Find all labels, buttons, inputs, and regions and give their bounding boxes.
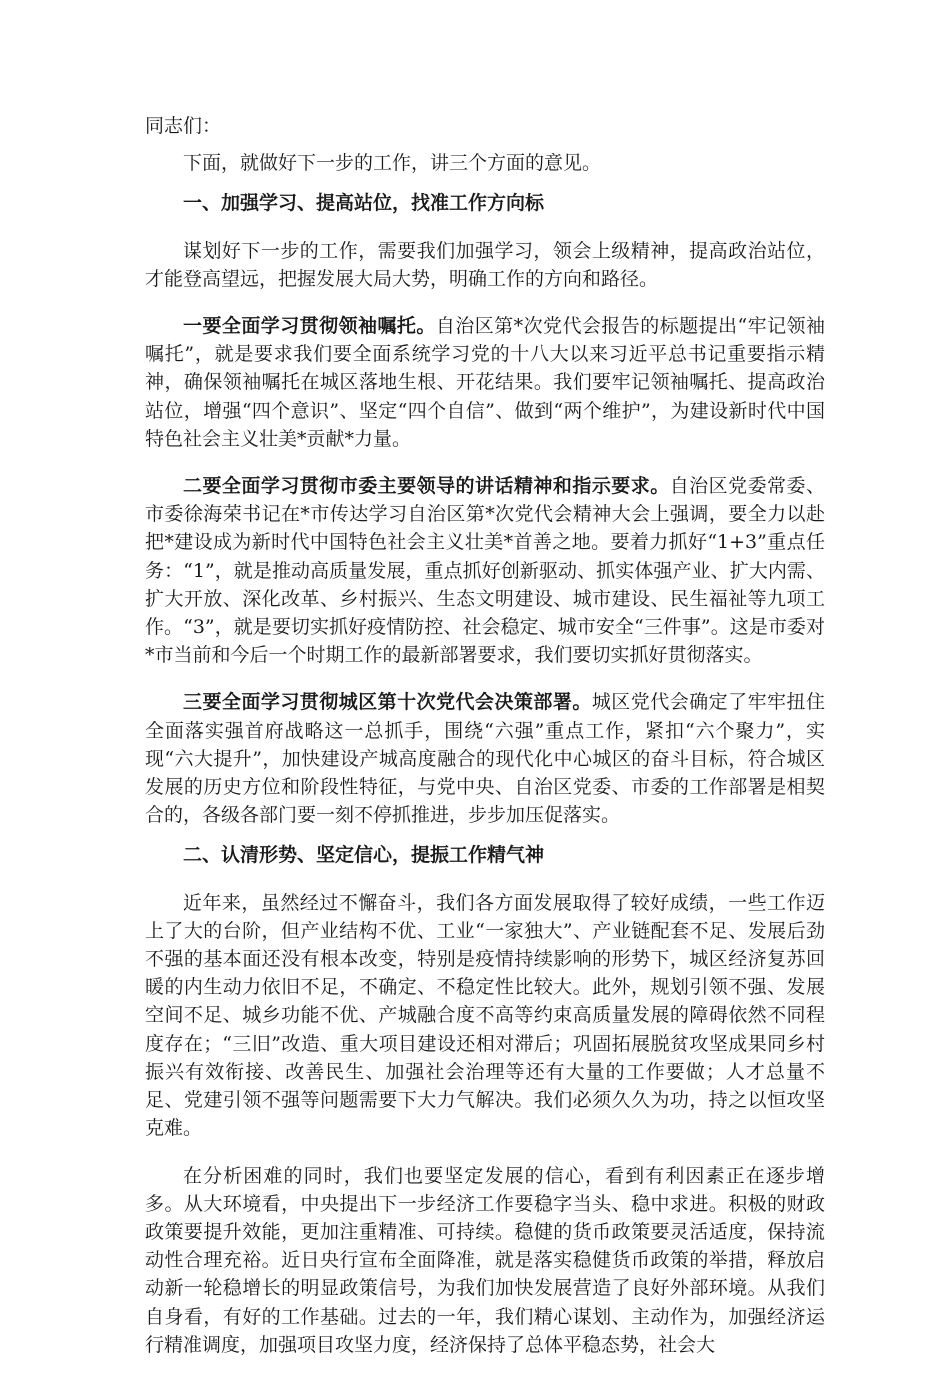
section-1-item-2 [145, 472, 825, 669]
section-2-heading: 二、认清形势、坚定信心，提振工作精气神 [183, 844, 545, 867]
intro-paragraph: 下面，就做好下一步的工作，讲三个方面的意见。 [183, 152, 602, 175]
item-2-lead: 二要全面学习贯彻市委主要领导的讲话精神和指示要求。 [183, 475, 670, 498]
section-2-paragraph-1: 近年来，虽然经过不懈奋斗，我们各方面发展取得了较好成绩，一些工作迈上了大的台阶，但产业结构不优、工业“一家独大”、产业链配套不足、发展后劲不强的基本面还没有根本改变，特别是疫情持续影响的形势下，城区经济复苏回暖的内生动力依旧不足，不确定、不稳定性比较大。此外，规划引领不强、发展空间不足、城乡功能不优、产城融合度不高等约束高质量发展的障碍依然不同程度存在；“三旧”改造、重大项目建设还相对滞后；巩固拓展脱贫攻坚成果同乡村振兴有效衔接、改善民生、加强社会治理等还有大量的工作要做；人才总量不足、党建引领不强等问题需要下大力气解决。我们必须久久为功，持之以恒攻坚克难。 [145, 891, 825, 1140]
section-1-heading: 一、加强学习、提高站位，找准工作方向标 [183, 192, 545, 215]
section-1-item-1 [145, 312, 825, 453]
item-2-text: 自治区党委常委、市委徐海荣书记在*市传达学习自治区第*次党代会精神大会上强调，要全力以赴把*建设成为新时代中国特色社会主义壮美*首善之地。要着力抓好“1+3”重点任务：“1”，就是推动高质量发展，重点抓好创新驱动、抓实体强产业、扩大内需、扩大开放、深化改革、乡村振兴、生态文明建设、城市建设、民生福祉等九项工作。“3”，就是要切实抓好疫情防控、社会稳定、城市安全“三件事”。这是市委对*市当前和今后一个时期工作的最新部署要求，我们要切实抓好贯彻落实。 [145, 475, 825, 667]
section-1-item-3 [145, 688, 825, 829]
greeting: 同志们： [145, 115, 222, 137]
item-1-text: 自治区第*次党代会报告的标题提出“牢记领袖嘱托”，就是要求我们要全面系统学习党的十八大以来习近平总书记重要指示精神，确保领袖嘱托在城区落地生根、开花结果。我们要牢记领袖嘱托、提高政治站位，增强“四个意识”、坚定“四个自信”、做到“两个维护”，为建设新时代中国特色社会主义壮美*贡献*力量。 [145, 315, 825, 450]
section-1-intro: 谋划好下一步的工作，需要我们加强学习，领会上级精神，提高政治站位，才能登高望远，把握发展大局大势，明确工作的方向和路径。 [145, 239, 825, 290]
item-3-lead: 三要全面学习贯彻城区第十次党代会决策部署。 [183, 691, 592, 714]
item-3-text: 城区党代会确定了牢牢扭住全面落实强首府战略这一总抓手，围绕“六强”重点工作，紧扣“六个聚力”，实现“六大提升”，加快建设产城高度融合的现代化中心城区的奋斗目标，符合城区发展的历史方位和阶段性特征，与党中央、自治区党委、市委的工作部署是相契合的，各级各部门要一刻不停抓推进，步步加压促落实。 [145, 691, 825, 827]
document-body [145, 112, 825, 1378]
item-1-lead: 一要全面学习贯彻领袖嘱托。 [183, 315, 436, 338]
section-2-paragraph-2: 在分析困难的同时，我们也要坚定发展的信心，看到有利因素正在逐步增多。从大环境看，中央提出下一步经济工作要稳字当头、稳中求进。积极的财政政策要提升效能，更加注重精准、可持续。稳健的货币政策要灵活适度，保持流动性合理充裕。近日央行宣布全面降准，就是落实稳健货币政策的举措，释放启动新一轮稳增长的明显政策信号，为我们加快发展营造了良好外部环境。从我们自身看，有好的工作基础。过去的一年，我们精心谋划、主动作为，加强经济运行精准调度，加强项目攻坚力度，经济保持了总体平稳态势，社会大 [145, 1164, 825, 1356]
